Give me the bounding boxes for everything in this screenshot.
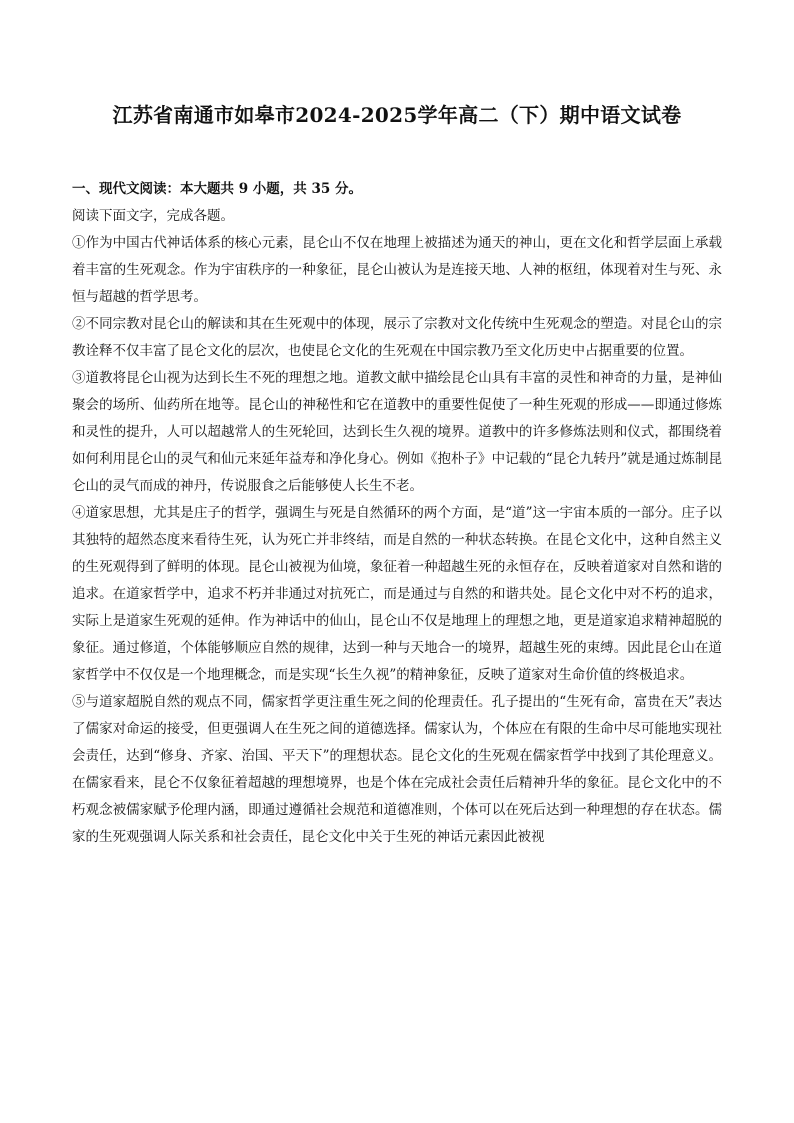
paragraph-4: ④道家思想，尤其是庄子的哲学，强调生与死是自然循环的两个方面，是“道”这一宇宙本质的一部分。庄子以其独特的超然态度来看待生死，认为死亡并非终结，而是自然的一种状态转换。在昆仑文化中，这种自然主义的生死观得到了鲜明的体现。昆仑山被视为仙境，象征着一种超越生死的永恒存在，反映着道家对自然和谐的追求。在道家哲学中，追求不朽并非通过对抗死亡，而是通过与自然的和谐共处。昆仑文化中对不朽的追求，实际上是道家生死观的延伸。作为神话中的仙山，昆仑山不仅是地理上的理想之地，更是道家追求精神超脱的象征。通过修道，个体能够顺应自然的规律，达到一种与天地合一的境界，超越生死的束缚。因此昆仑山在道家哲学中不仅仅是一个地理概念，而是实现“长生久视”的精神象征，反映了道家对生命价值的终极追求。 — [72, 505, 722, 683]
section-heading: 一、现代文阅读：本大题共 9 小题，共 35 分。 — [72, 181, 362, 197]
reading-instruction: 阅读下面文字，完成各题。 — [72, 208, 234, 224]
document-title: 江苏省南通市如皋市2024-2025学年高二（下）期中语文试卷 — [112, 103, 682, 127]
paragraph-5: ⑤与道家超脱自然的观点不同，儒家哲学更注重生死之间的伦理责任。孔子提出的“生死有命，富贵在天”表达了儒家对命运的接受，但更强调人在生死之间的道德选择。儒家认为，个体应在有限的生命中尽可能地实现社会责任，达到“修身、齐家、治国、平天下”的理想状态。昆仑文化的生死观在儒家哲学中找到了其伦理意义。在儒家看来，昆仑不仅象征着超越的理想境界，也是个体在完成社会责任后精神升华的象征。昆仑文化中的不朽观念被儒家赋予伦理内涵，即通过遵循社会规范和道德准则，个体可以在死后达到一种理想的存在状态。儒家的生死观强调人际关系和社会责任，昆仑文化中关于生死的神话元素因此被视 — [72, 694, 722, 845]
paragraph-2: ②不同宗教对昆仑山的解读和其在生死观中的体现，展示了宗教对文化传统中生死观念的塑造。对昆仑山的宗教诠释不仅丰富了昆仑文化的层次，也使昆仑文化的生死观在中国宗教乃至文化历史中占据重要的位置。 — [72, 316, 722, 359]
paragraph-1: ①作为中国古代神话体系的核心元素，昆仑山不仅在地理上被描述为通天的神山，更在文化和哲学层面上承载着丰富的生死观念。作为宇宙秩序的一种象征，昆仑山被认为是连接天地、人神的枢纽，体现着对生与死、永恒与超越的哲学思考。 — [72, 235, 722, 305]
paragraph-3: ③道教将昆仑山视为达到长生不死的理想之地。道教文献中描绘昆仑山具有丰富的灵性和神奇的力量，是神仙聚会的场所、仙药所在地等。昆仑山的神秘性和它在道教中的重要性促使了一种生死观的形成——即通过修炼和灵性的提升，人可以超越常人的生死轮回，达到长生久视的境界。道教中的许多修炼法则和仪式，都围绕着如何利用昆仑山的灵气和仙元来延年益寿和净化身心。例如《抱朴子》中记载的“昆仑九转丹”就是通过炼制昆仑山的灵气而成的神丹，传说服食之后能够使人长生不老。 — [72, 370, 722, 494]
